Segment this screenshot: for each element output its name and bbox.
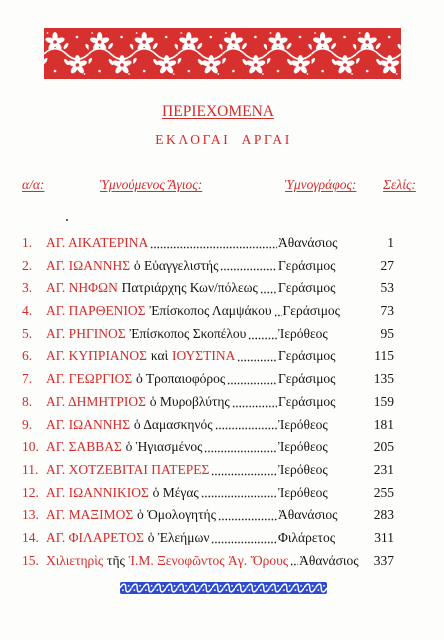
dot-leader	[237, 345, 277, 368]
hymnographer: Φιλάρετος	[278, 529, 336, 545]
dot-leader	[290, 550, 298, 573]
entry-title	[46, 300, 272, 323]
scan-speck	[66, 219, 68, 221]
page-number: 255	[373, 484, 394, 500]
dot-leader	[260, 277, 277, 300]
saint-name: ΑΓ. ΦΙΛΑΡΕΤΟΣ	[46, 529, 144, 545]
saint-epithet: Ἐπίσκοπος Σκοπέλου	[129, 325, 247, 341]
toc-entry	[22, 277, 394, 300]
hymnographer: Ἀθανάσιος	[278, 507, 338, 523]
hymnographer: Ἰερόθεος	[278, 416, 328, 432]
saint-name: ΑΓ. ΙΩΑΝΝΗΣ	[46, 416, 131, 432]
toc-entry	[22, 368, 394, 391]
entry-number: 8.	[22, 393, 33, 409]
dot-leader	[274, 300, 282, 323]
saint-name: ΑΓ. ΙΩΑΝΝΙΚΙΟΣ	[46, 484, 149, 500]
saint-name: ΑΓ. ΑΙΚΑΤΕΡΙΝΑ	[46, 235, 149, 250]
toc-entry	[22, 550, 394, 573]
saint-epithet: ὁ Ἡγιασμένος	[125, 439, 203, 455]
toc-entry	[22, 414, 394, 437]
entry-number: 6.	[22, 348, 33, 364]
saint-epithet: ὁ Ὁμολογητής	[137, 507, 216, 523]
entry-number: 10.	[22, 439, 39, 455]
saint-name: ΑΓ. ΝΗΦΩΝ	[46, 280, 118, 296]
entry-title	[46, 391, 230, 414]
hymnographer: Ἰερόθεος	[278, 484, 328, 500]
page-number: 181	[373, 416, 394, 432]
saint-name: ΑΓ. ΔΗΜΗΤΡΙΟΣ	[46, 393, 146, 409]
saint-epithet: τῆς	[107, 552, 125, 568]
saint-name: ΑΓ. ΓΕΩΡΓΙΟΣ	[46, 371, 133, 387]
entry-number: 13.	[22, 507, 39, 523]
saint-name-2: ΙΟΥΣΤΙΝΑ	[171, 348, 236, 364]
entry-number: 12.	[22, 484, 39, 500]
entry-title	[46, 527, 209, 550]
entry-number: 7.	[22, 371, 33, 387]
page-number: 73	[380, 303, 394, 319]
hymnographer: Γεράσιμος	[278, 348, 336, 364]
saint-epithet: ὁ Δαμασκηνός	[133, 416, 213, 432]
hymnographer: Ἰερόθεος	[278, 461, 328, 477]
toc-entry	[22, 436, 394, 459]
saint-name: ΑΓ. ΜΑΞΙΜΟΣ	[46, 507, 134, 523]
hymnographer: Γεράσιμος	[278, 257, 336, 273]
dot-leader	[201, 482, 277, 505]
saint-name: ΑΓ. ΣΑΒΒΑΣ	[46, 439, 122, 455]
toc-entry	[22, 459, 394, 482]
column-header-hymnographer: Ὑμνογράφος:	[285, 177, 357, 192]
hymnographer: Ἰερόθεος	[278, 325, 328, 341]
wave-border-icon	[120, 582, 327, 594]
page-number: 115	[374, 348, 394, 364]
page-number: 1	[387, 235, 394, 250]
page-number: 337	[373, 552, 394, 568]
dot-leader	[211, 459, 277, 482]
hymnographer: Γεράσιμος	[282, 303, 341, 319]
entry-number: 15.	[22, 552, 39, 568]
saint-name: ΑΓ. ΚΥΠΡΙΑΝΟΣ	[46, 348, 148, 364]
hymnographer: Γεράσιμος	[278, 280, 336, 296]
entry-title	[46, 436, 202, 459]
entry-number: 14.	[22, 529, 39, 545]
entry-title	[46, 550, 288, 573]
entry-number: 4.	[22, 303, 33, 319]
entry-number: 5.	[22, 325, 33, 341]
hymnographer: Γεράσιμος	[278, 393, 336, 409]
column-header-number: α/α:	[22, 177, 45, 192]
contents-subtitle: ΕΚΛΟΓΑΙ ΑΡΓΑΙ	[155, 132, 292, 147]
dot-leader	[220, 255, 277, 278]
page-number: 311	[374, 529, 394, 545]
entry-title	[46, 277, 258, 300]
column-header-saint: Ὑμνούμενος Ἅγιος:	[100, 177, 203, 192]
page-number: 53	[380, 280, 394, 296]
entry-title	[46, 504, 216, 527]
contents-title: ΠΕΡΙΕΧΟΜΕΝΑ	[162, 103, 274, 120]
entry-number: 2.	[22, 257, 33, 273]
toc-entry	[22, 345, 394, 368]
toc-entry	[22, 323, 394, 346]
toc-entry	[22, 255, 394, 278]
entry-number: 3.	[22, 280, 33, 296]
floral-border-icon	[44, 28, 401, 79]
dot-leader	[232, 391, 277, 414]
entry-title	[46, 482, 199, 505]
saint-epithet: Πατριάρχης Κων/πόλεως	[121, 280, 258, 296]
entry-number: 1.	[22, 235, 33, 250]
page-number: 27	[380, 257, 394, 273]
entry-title	[46, 368, 225, 391]
saint-epithet: ὁ Ἐλεήμων	[147, 529, 210, 545]
hymnographer: Ἀθανάσιος	[278, 235, 338, 250]
dot-leader	[215, 414, 277, 437]
saint-name: ΑΓ. ΠΑΡΘΕΝΙΟΣ	[46, 303, 146, 319]
entry-title	[46, 459, 209, 482]
hymnographer: Γεράσιμος	[278, 371, 336, 387]
entry-title	[46, 232, 148, 255]
toc-entry	[22, 391, 394, 414]
saint-name: Χιλιετηρὶς	[46, 552, 104, 568]
saint-epithet: ὁ Εὐαγγελιστής	[133, 257, 219, 273]
saint-epithet: ὁ Μέγας	[152, 484, 199, 500]
toc-entry	[22, 527, 394, 550]
page-number: 95	[380, 325, 394, 341]
dot-leader	[211, 527, 277, 550]
page-number: 135	[373, 371, 394, 387]
dot-leader	[248, 323, 277, 346]
page-number: 231	[373, 461, 394, 477]
toc-entry	[22, 482, 394, 505]
hymnographer: Ἰερόθεος	[278, 439, 328, 455]
saint-epithet: ὁ Τροπαιοφόρος	[135, 371, 226, 387]
dot-leader	[204, 436, 277, 459]
page-number: 159	[373, 393, 394, 409]
entry-number: 9.	[22, 416, 33, 432]
toc-entry	[22, 232, 394, 255]
toc-entry	[22, 300, 394, 323]
page-number: 283	[373, 507, 394, 523]
saint-name: ΑΓ. ΙΩΑΝΝΗΣ	[46, 257, 131, 273]
column-header-page: Σελίς:	[383, 177, 416, 192]
dot-leader	[227, 368, 277, 391]
entry-title	[46, 345, 235, 368]
saint-name: ΑΓ. ΡΗΓΙΝΟΣ	[46, 325, 126, 341]
dot-leader	[218, 504, 277, 527]
entry-title	[46, 414, 213, 437]
entry-title	[46, 323, 246, 346]
page-number: 205	[373, 439, 394, 455]
saint-epithet: Ἐπίσκοπος Λαμψάκου	[149, 303, 272, 319]
entry-title	[46, 255, 218, 278]
entry-number: 11.	[22, 461, 39, 477]
saint-name-2: Ἱ.Μ. Ξενοφῶντος Ἁγ. Ὄρους	[128, 552, 289, 568]
saint-name: ΑΓ. ΧΟΤΖΕΒΙΤΑΙ ΠΑΤΕΡΕΣ	[46, 461, 210, 477]
dot-leader	[150, 232, 277, 255]
hymnographer: Ἀθανάσιος	[299, 552, 359, 568]
table-of-contents	[22, 232, 394, 572]
toc-entry	[22, 504, 394, 527]
saint-epithet: ὁ Μυροβλύτης	[149, 393, 230, 409]
saint-epithet: καὶ	[150, 348, 169, 364]
